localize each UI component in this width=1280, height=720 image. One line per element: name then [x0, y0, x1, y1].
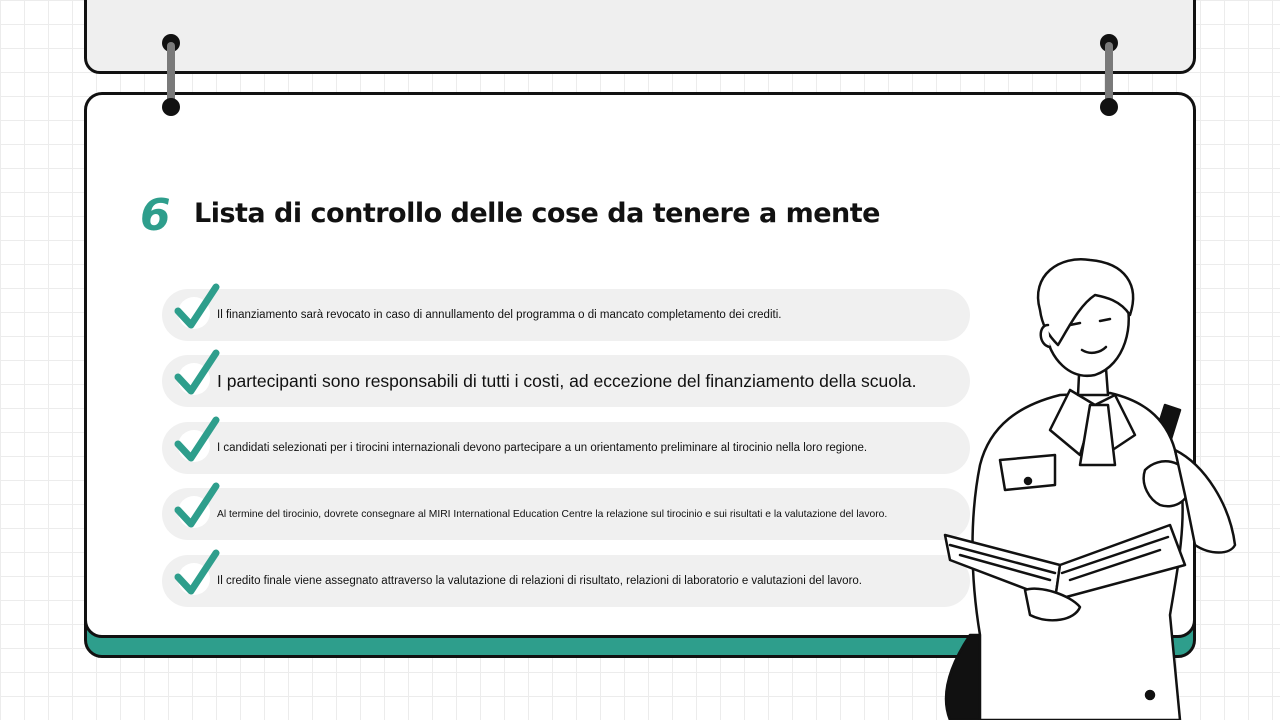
checklist-item-text: I candidati selezionati per i tirocini internazionali devono partecipare a un orientamento preliminare al tirocinio nella loro regione. [217, 442, 868, 454]
check-mark-icon [174, 547, 220, 599]
checklist-item-text: Il credito finale viene assegnato attraverso la valutazione di relazioni di risultato, relazioni di laboratorio e valutazioni del lavoro. [217, 575, 862, 587]
checklist-item-text: Il finanziamento sarà revocato in caso di annullamento del programma o di mancato completamento dei crediti. [217, 309, 782, 321]
page-title: Lista di controllo delle cose da tenere a mente [194, 198, 880, 229]
binder-ring-icon [164, 34, 178, 114]
check-mark-icon [174, 281, 220, 333]
check-mark-icon [174, 347, 220, 399]
checklist-item [162, 355, 970, 407]
top-binder-panel [84, 0, 1196, 74]
binder-ring-icon [1102, 34, 1116, 114]
checklist-item [162, 289, 970, 341]
student-reading-book-illustration [930, 255, 1280, 720]
checklist-item-text: I partecipanti sono responsabili di tutti i costi, ad eccezione del finanziamento della scuola. [217, 370, 917, 391]
checklist-item [162, 555, 970, 607]
check-mark-icon [174, 414, 220, 466]
check-mark-icon [174, 480, 220, 532]
checklist-item [162, 488, 970, 540]
section-number: 6 [140, 190, 171, 241]
checklist-item [162, 422, 970, 474]
checklist-item-text: Al termine del tirocinio, dovrete consegnare al MIRI International Education Centre la relazione sul tirocinio e sui risultati e la valutazione del lavoro. [217, 508, 888, 520]
